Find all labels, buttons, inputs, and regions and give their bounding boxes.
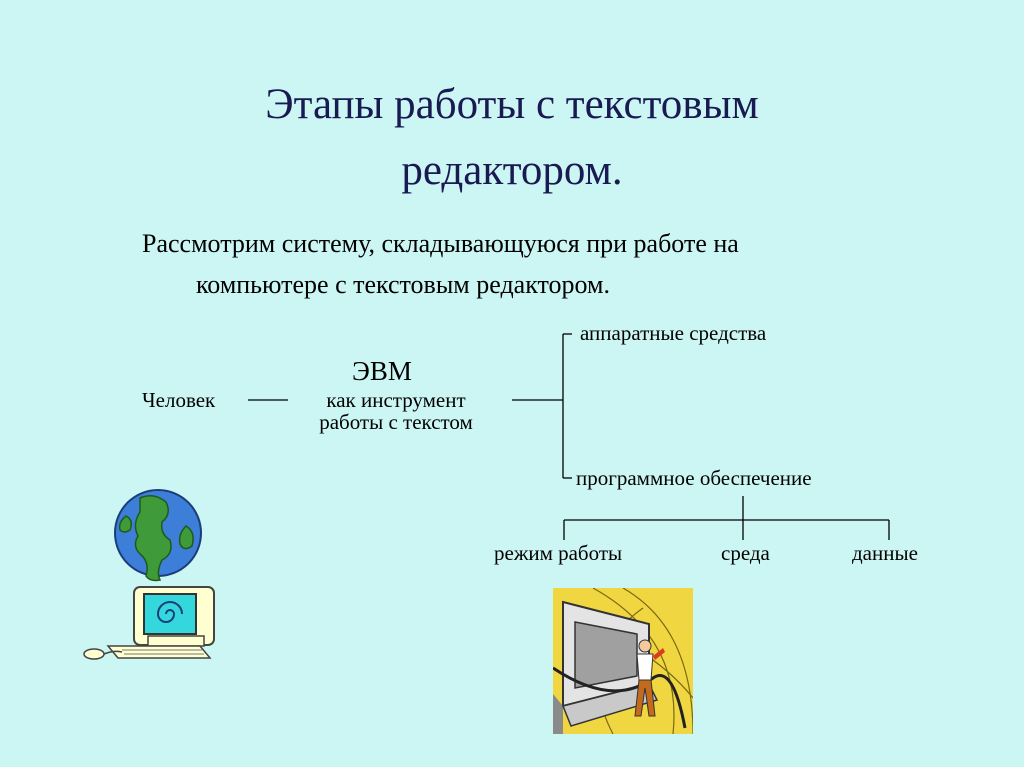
intro-line-2: компьютере с текстовым редактором. [196,270,610,299]
title-line-1: Этапы работы с текстовым [265,81,759,128]
software-label: программное обеспечение [576,466,812,490]
data-label: данные [852,541,918,565]
mode-label: режим работы [494,541,623,565]
evm-description-line-1: как инструмент [326,388,466,412]
human-label: Человек [142,388,216,412]
globe-computer-icon [78,486,220,670]
evm-description [280,389,512,433]
hardware-label: аппаратные средства [580,321,767,345]
evm-description-line-2: работы с текстом [319,410,473,434]
evm-label: ЭВМ [352,356,412,386]
computer-person-icon [553,588,693,734]
title-line-2: редактором. [401,147,623,194]
environment-label: среда [721,541,770,565]
intro-line-1: Рассмотрим систему, складывающуюся при работе на [142,229,739,258]
